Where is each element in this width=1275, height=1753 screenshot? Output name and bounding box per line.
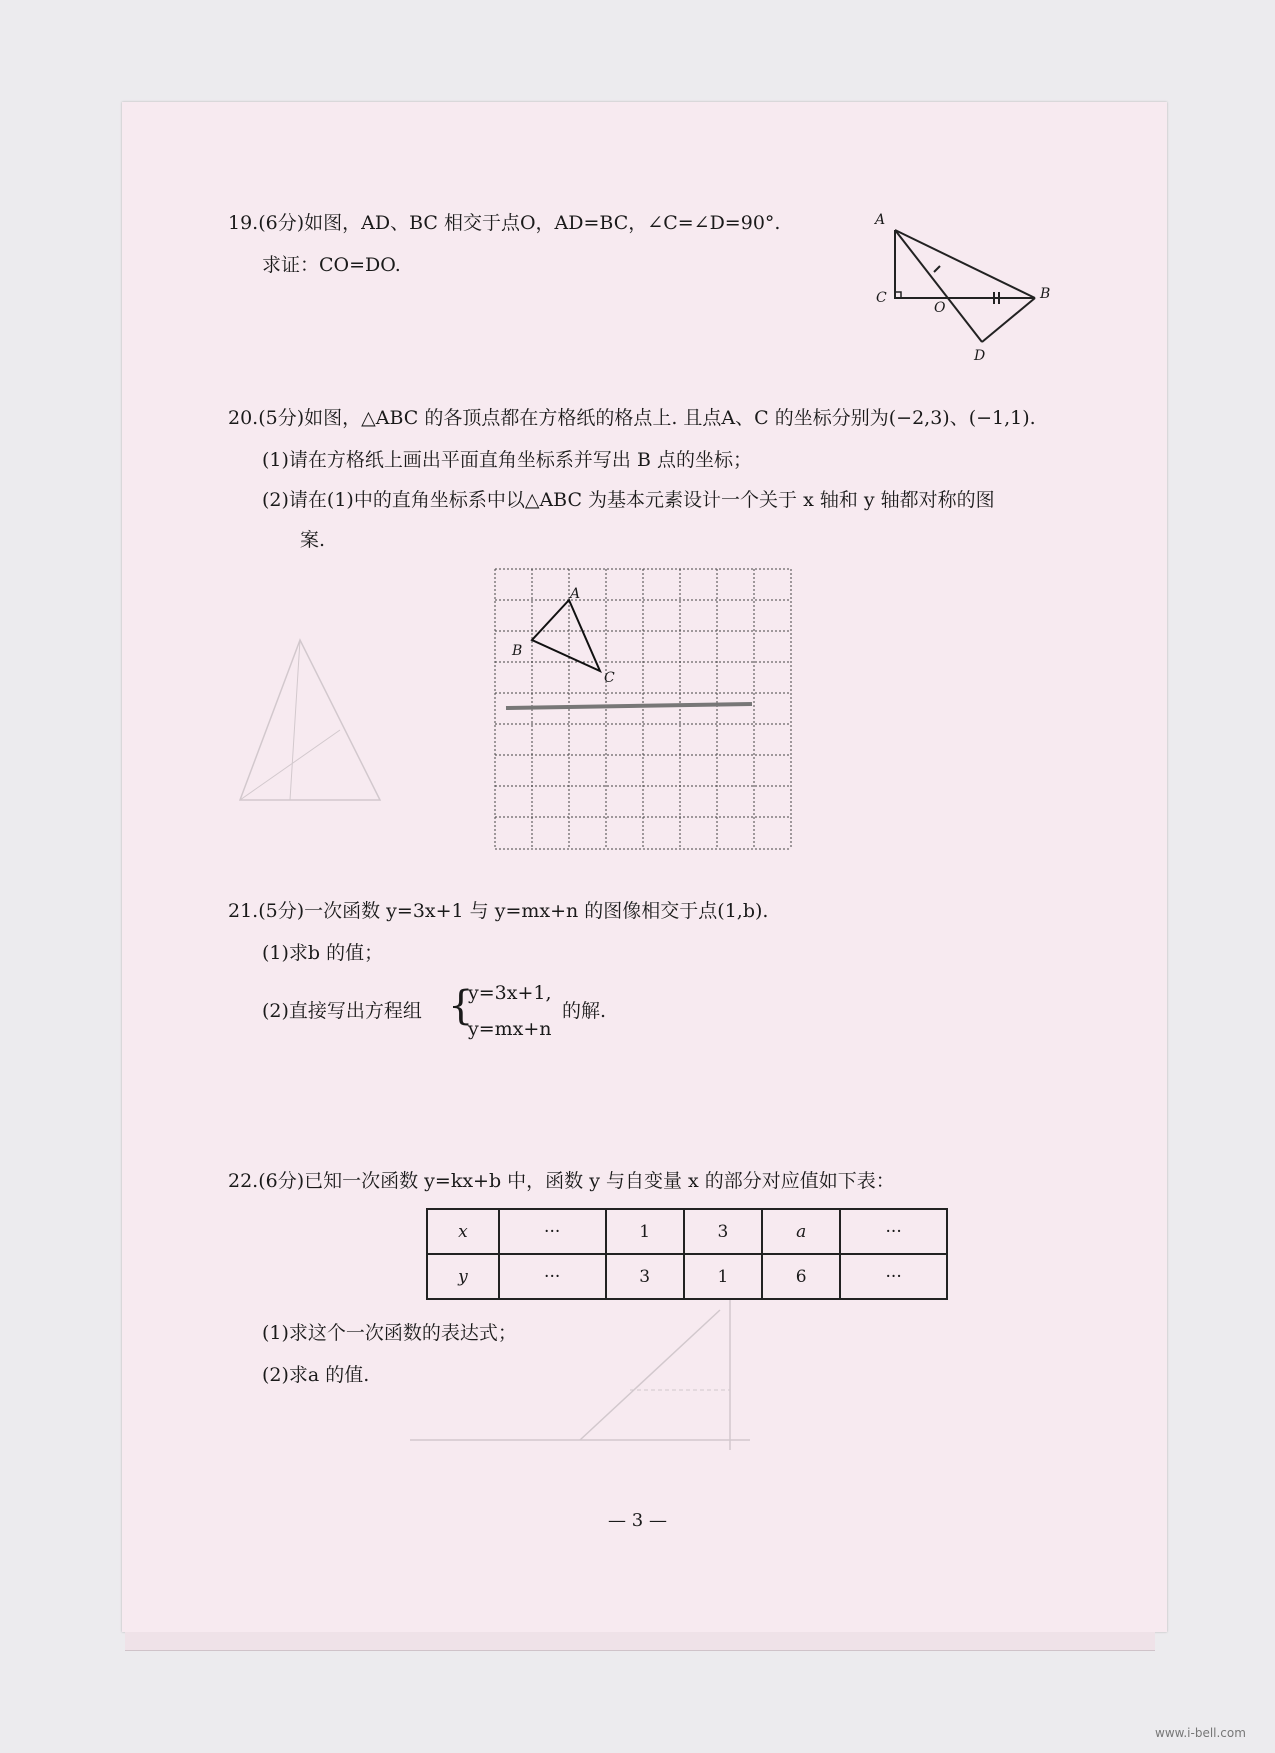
table-cell: 6 <box>762 1254 840 1299</box>
q19-stem: 19.(6分)如图，AD、BC 相交于点O，AD=BC，∠C=∠D=90°. <box>228 212 781 234</box>
q21-part1: (1)求b 的值； <box>262 942 384 964</box>
paper-edge <box>125 1632 1155 1651</box>
table-cell: 3 <box>684 1209 762 1254</box>
q21-brace: { <box>448 983 474 1029</box>
table-cell: 3 <box>606 1254 684 1299</box>
bleed-through-graph <box>400 1290 760 1460</box>
table-cell: ··· <box>840 1209 947 1254</box>
q19-label-c: C <box>876 290 887 306</box>
q20-label-c: C <box>604 670 615 686</box>
table-cell: 1 <box>684 1254 762 1299</box>
table-cell: y <box>427 1254 499 1299</box>
q20-part1: (1)请在方格纸上画出平面直角坐标系并写出 B 点的坐标； <box>262 449 752 471</box>
table-cell: ··· <box>499 1209 606 1254</box>
table-cell: 1 <box>606 1209 684 1254</box>
q21-part2-pre: (2)直接写出方程组 <box>262 1000 422 1022</box>
q19-prove: 求证：CO=DO. <box>262 254 401 276</box>
q19-label-b: B <box>1040 286 1051 302</box>
q20-label-b: B <box>512 643 523 659</box>
q22-part1: (1)求这个一次函数的表达式； <box>262 1322 517 1344</box>
table-row <box>427 1209 947 1254</box>
page-number: — 3 — <box>608 1510 667 1531</box>
q20-label-a: A <box>570 586 581 602</box>
bleed-through-figure <box>230 630 390 830</box>
q20-part2a: (2)请在(1)中的直角坐标系中以△ABC 为基本元素设计一个关于 x 轴和 y 轴都对称的图 <box>262 489 995 511</box>
q19-label-a: A <box>875 212 886 228</box>
q22-stem: 22.(6分)已知一次函数 y=kx+b 中，函数 y 与自变量 x 的部分对应值如下表： <box>228 1170 895 1192</box>
q22-part2: (2)求a 的值. <box>262 1364 370 1386</box>
watermark: www.i-bell.com <box>1155 1726 1246 1740</box>
q19-label-o: O <box>934 300 946 316</box>
table-cell: a <box>762 1209 840 1254</box>
q21-part2-post: 的解. <box>562 1000 607 1022</box>
q22-value-table <box>426 1208 948 1300</box>
q21-eq1: y=3x+1, <box>468 982 552 1004</box>
q21-eq2: y=mx+n <box>468 1018 552 1040</box>
q19-figure <box>870 210 1060 365</box>
table-cell: x <box>427 1209 499 1254</box>
q21-stem: 21.(5分)一次函数 y=3x+1 与 y=mx+n 的图像相交于点(1,b). <box>228 900 769 922</box>
table-cell: ··· <box>840 1254 947 1299</box>
q20-stem: 20.(5分)如图，△ABC 的各顶点都在方格纸的格点上. 且点A、C 的坐标分别为(−2,3)、(−1,1). <box>228 407 1036 429</box>
q19-label-d: D <box>974 348 986 364</box>
table-cell: ··· <box>499 1254 606 1299</box>
q20-grid <box>490 564 800 854</box>
q20-part2b: 案. <box>300 529 326 551</box>
table-row <box>427 1254 947 1299</box>
